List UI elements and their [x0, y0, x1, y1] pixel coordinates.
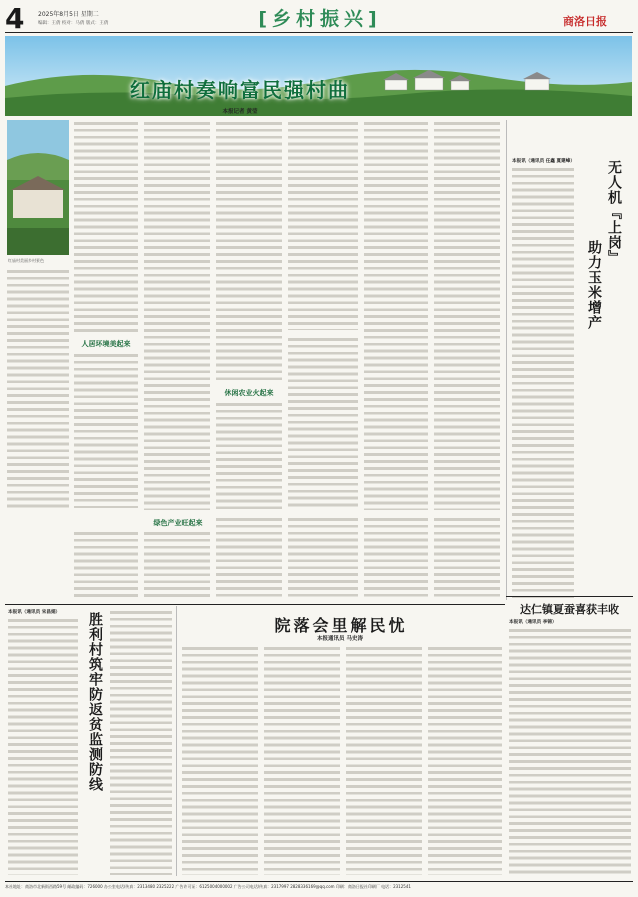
courtyard-text-2: [264, 645, 340, 875]
lead-text-col-2b: [74, 352, 138, 508]
lead-text-bottom-f: [434, 516, 500, 600]
lower-section-rule: [5, 604, 505, 605]
section-title: [乡村振兴]: [258, 8, 382, 30]
lead-text-col-6: [364, 120, 428, 510]
courtyard-text-1: [182, 645, 258, 875]
sericulture-headline: 达仁镇夏蚕喜获丰收: [520, 603, 619, 616]
page-number: 4: [5, 2, 25, 35]
drone-headline-b: 助力玉米增产: [586, 240, 602, 330]
courtyard-headline: 院落会里解民忧: [274, 616, 408, 635]
lead-text-col-4: [216, 120, 282, 384]
lead-text-bottom-a: [74, 530, 138, 600]
right-column-rule: [506, 120, 507, 600]
lead-text-col-3: [144, 120, 210, 510]
lead-text-bottom-d: [288, 516, 358, 600]
drone-text-col-1: [512, 166, 574, 598]
village-photo-illustration: [7, 120, 69, 255]
subhead-green-industry: 绿色产业旺起来: [153, 519, 203, 527]
anti-poverty-kicker: 本报讯（通讯员 宋昌娟）: [8, 610, 61, 615]
subhead-leisure: 休闲农业火起来: [224, 389, 274, 397]
lead-text-bottom-b: [144, 530, 210, 600]
village-photo: [7, 120, 69, 255]
issue-date: 2025年8月5日 星期二: [38, 11, 99, 18]
courtyard-byline: 本报通讯员 马史涛: [317, 636, 363, 642]
sericulture-top-rule: [506, 596, 633, 597]
lead-text-bottom-e: [364, 516, 428, 600]
courtyard-left-rule: [176, 606, 177, 876]
lead-text-col-1: [7, 268, 69, 508]
lead-text-bottom-c: [216, 516, 282, 600]
lead-text-col-5b: [288, 336, 358, 510]
courtyard-text-3: [346, 645, 422, 875]
drone-headline-a: 无人机『上岗』: [606, 160, 622, 265]
anti-poverty-text-2: [110, 609, 172, 875]
courtyard-text-4: [428, 645, 502, 875]
lead-headline: 红庙村奏响富民强村曲: [130, 78, 350, 102]
sericulture-text: [509, 627, 631, 877]
anti-poverty-text-1: [8, 617, 78, 875]
footer-rule: [5, 881, 633, 882]
staff-line: 编辑：王倩 校对：马倩 版式：王倩: [38, 21, 109, 26]
lead-text-col-7: [434, 120, 500, 510]
header-rule: [5, 32, 633, 33]
anti-poverty-headline: 胜利村筑牢防返贫监测防线: [87, 612, 103, 792]
footer-info: 本社地址：商洛市北新街西路59号 邮政编码：726000 办公室电话/传真：2313480 2325222 广告许可证：6125004000002 广告公司电话/传真：2317997 2828336169@qq.com 印刷：商洛日报社印刷厂 电话：2312541: [5, 884, 411, 889]
lead-text-col-5: [288, 120, 358, 330]
village-photo-caption: 红庙村美丽乡村景色: [8, 258, 44, 263]
drone-kicker: 本报讯（通讯员 任鑫 夏建峰）: [512, 159, 575, 164]
masthead-logo: 商洛日报: [563, 15, 607, 28]
lead-byline: 本报记者 黄莹: [222, 109, 258, 115]
sericulture-kicker: 本报讯（通讯员 李锦）: [509, 620, 557, 625]
lead-text-col-4b: [216, 401, 282, 509]
subhead-environment: 人居环境美起来: [81, 340, 131, 348]
lead-text-col-2: [74, 120, 138, 335]
